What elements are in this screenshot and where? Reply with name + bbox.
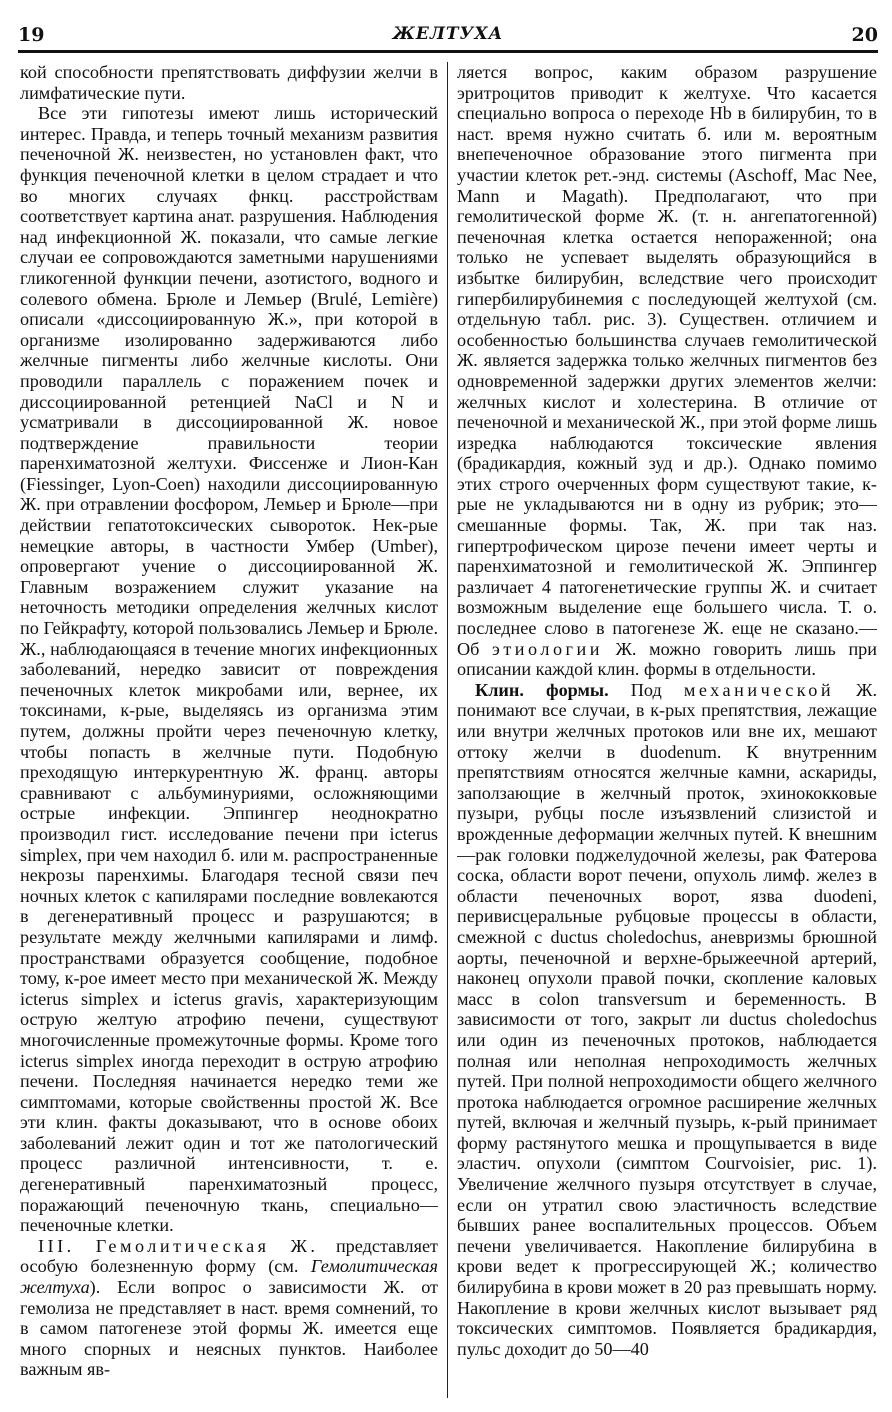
text-run: ). Если вопрос о зависимости Ж. от гемолиза не представляет в наст. время сомнений, то в самом патогенезе этой формы Ж. имеется еще много спорных и неясных пунктов. Наиболее важным яв-	[20, 1277, 438, 1380]
page-number-left: 19	[18, 24, 45, 46]
spaced-term: механической	[683, 679, 835, 700]
right-column	[457, 62, 877, 1402]
text-run: Под	[608, 679, 684, 700]
paragraph: кой способности препятствовать диффузии желчи в лимфатические пути.	[20, 62, 438, 103]
page-number-right: 20	[851, 24, 878, 46]
text-run: Ж. можно говорить лишь при описании каждой клин. формы в отдельности.	[457, 638, 877, 680]
column-divider	[447, 62, 448, 1398]
cross-reference: Гемолитическая желтуха	[20, 1256, 438, 1298]
paragraph: Все эти гипотезы имеют лишь исторический интерес. Правда, и теперь точный механизм развития печеночной Ж. неизвестен, но установлен факт, что функция печеночной клетки в целом страдает и что во многих случаях фнкц. расстройствам соответствует картина анат. разрушения. Наблюдения над инфекционной Ж. показали, что самые легкие случаи ее сопровождаются заметными нарушениями гликогенной функции печени, азотистого, водного и солевого обмена. Брюле и Лемьер (Brulé, Lemière) описали «диссоциированную Ж.», при которой в организме изолированно задерживаются либо желчные пигменты либо желчные кислоты. Они проводили параллель с поражением почек и диссоциированной ретенцией NaCl и N и усматривали в диссоциированной Ж. новое подтверждение правильности теории паренхиматозной желтухи. Фиссенже и Лион-Кан (Fiessinger, Lyon-Coen) находили диссоциированную Ж. при отравлении фосфором, Лемьер и Брюле—при действии гепатотоксических сывороток. Нек-рые немецкие авторы, в частности Умбер (Umber), опровергают учение о диссоциированной Ж. Главным возражением служит указание на неточность методики определения желчных кислот по Гейкрафту, которой пользовались Лемьер и Брюле. Ж., наблюдающаяся в течение многих инфекционных заболеваний, нередко зависит от повреждения печеночных клеток микробами или, вернее, их токсинами, к-рые, выделяясь из организма этим путем, должны пройти через печеночную клетку, чтобы попасть в желчные пути. Подобную преходящую интеркурентную Ж. франц. авторы сравнивают с альбуминуриями, осложняющими острые инфекции. Эппингер неоднократно производил гист. исследование печени при icterus simplex, при чем находил б. или м. распространенные некрозы паренхимы. Благодаря тесной связи печ ночных клеток с капилярами последние вовлекаются в дегенеративный процесс и разрушаются; в результате между желчными капилярами и лимф. пространствами образуется сообщение, подобное тому, к-рое имеет место при механической Ж. Между icterus simplex и icterus gravis, характеризующим острую желтую атрофию печени, существуют многочисленные промежуточные формы. Кроме того icterus simplex иногда переходит в острую атрофию печени. Последняя начинается нередко теми же симптомами, которые свойственны простой Ж. Все эти клин. факты доказывают, что в основе обоих заболеваний лежит один и тот же патологический процесс различной интенсивности, т. е. дегенеративный паренхиматозный процесс, поражающий печеночную ткань, специально—печеночные клетки.	[20, 103, 438, 1236]
section-heading: Клин. формы.	[475, 679, 609, 700]
header-rule	[18, 50, 878, 53]
section-lead: III. Гемолитическая Ж.	[38, 1235, 319, 1256]
running-title: ЖЕЛТУХА	[392, 24, 504, 44]
paragraph	[457, 62, 877, 680]
left-column	[20, 62, 438, 1402]
paragraph-clinical-forms	[457, 680, 877, 1360]
text-run: представляет особую болезненную форму (см.	[20, 1235, 438, 1277]
text-run: ляется вопрос, каким образом разрушение эритроцитов приводит к желтухе. Что касается специально вопроса о переходе Hb в билирубин, то в наст. время нужно считать б. или м. вероятным внепеченочное образование этого пигмента при участии клеток рет.-энд. системы (Aschoff, Mac Nee, Mann и Magath). Предполагают, что при гемолитической форме Ж. (т. н. ангепатогенной) печеночная клетка остается непораженной; она только не успевает выделять образующийся в избытке билирубин, вследствие чего происходит гипербилирубинемия с последующей желтухой (см. отдельную табл. рис. 3). Существен. отличием и особенностью большинства случаев гемолитической Ж. является задержка только желчных пигментов без одновременной задержки других элементов желчи: желчных кислот и холестерина. В отличие от печеночной и механической Ж., при этой форме лишь изредка наблюдаются токсические явления (брадикардия, кожный зуд и др.). Однако помимо этих строго очерченных форм существуют такие, к-рые не укладываются ни в одну из рубрик; это—смешанные формы. Так, Ж. при так наз. гипертрофическом цирозе печени имеет черты и паренхиматозной и гемолитической Ж. Эппингер различает 4 патогенетические группы Ж. и считает возможным выделение еще большего числа. Т. о. последнее слово в патогенезе Ж. еще не сказано.— Об	[457, 62, 877, 659]
running-header	[18, 22, 878, 52]
paragraph-hemolytic	[20, 1236, 438, 1380]
spaced-term: этиологии	[492, 638, 603, 659]
text-run: Ж. понимают все случаи, в к-рых препятствия, лежащие или внутри желчных протоков или вне их, мешают оттоку желчи в duodenum. К внутренним препятствиям относятся желчные камни, аскариды, заползающие в желчный проток, эхинококковые пузыри, рубцы после изъязвлений слизистой и врожденные деформации желчных путей. К внешним—рак головки поджелудочной железы, рак Фатерова соска, области ворот печени, опухоль лимф. желез в области печеночных ворот, язва duodeni, перивисцеральные рубцовые процессы в области, смежной с ductus choledochus, аневризмы брюшной аорты, печеночной и верхне-брыжеечной артерий, наконец опухоли правой почки, скопление каловых масс в colon transversum и беременность. В зависимости от того, закрыт ли ductus choledochus или один из печеночных протоков, наблюдается полная или неполная непроходимость желчных путей. При полной непроходимости общего желчного протока наблюдается огромное расширение желчных путей, включая и желчный пузырь, к-рый принимает форму растянутого мешка и прощупывается в виде эластич. опухоли (симптом Courvoisier, рис. 1). Увеличение желчного пузыря отсутствует в случае, если он утратил свою эластичность вследствие бывших ранее воспалительных процессов. Объем печени увеличивается. Накопление билирубина в крови ведет к прогрессирующей Ж.; количество билирубина в крови может в 20 раз превышать норму. Накопление в крови желчных кислот вызывает ряд токсических симптомов. Появляется брадикардия, пульс доходит до 50—40	[457, 679, 877, 1359]
